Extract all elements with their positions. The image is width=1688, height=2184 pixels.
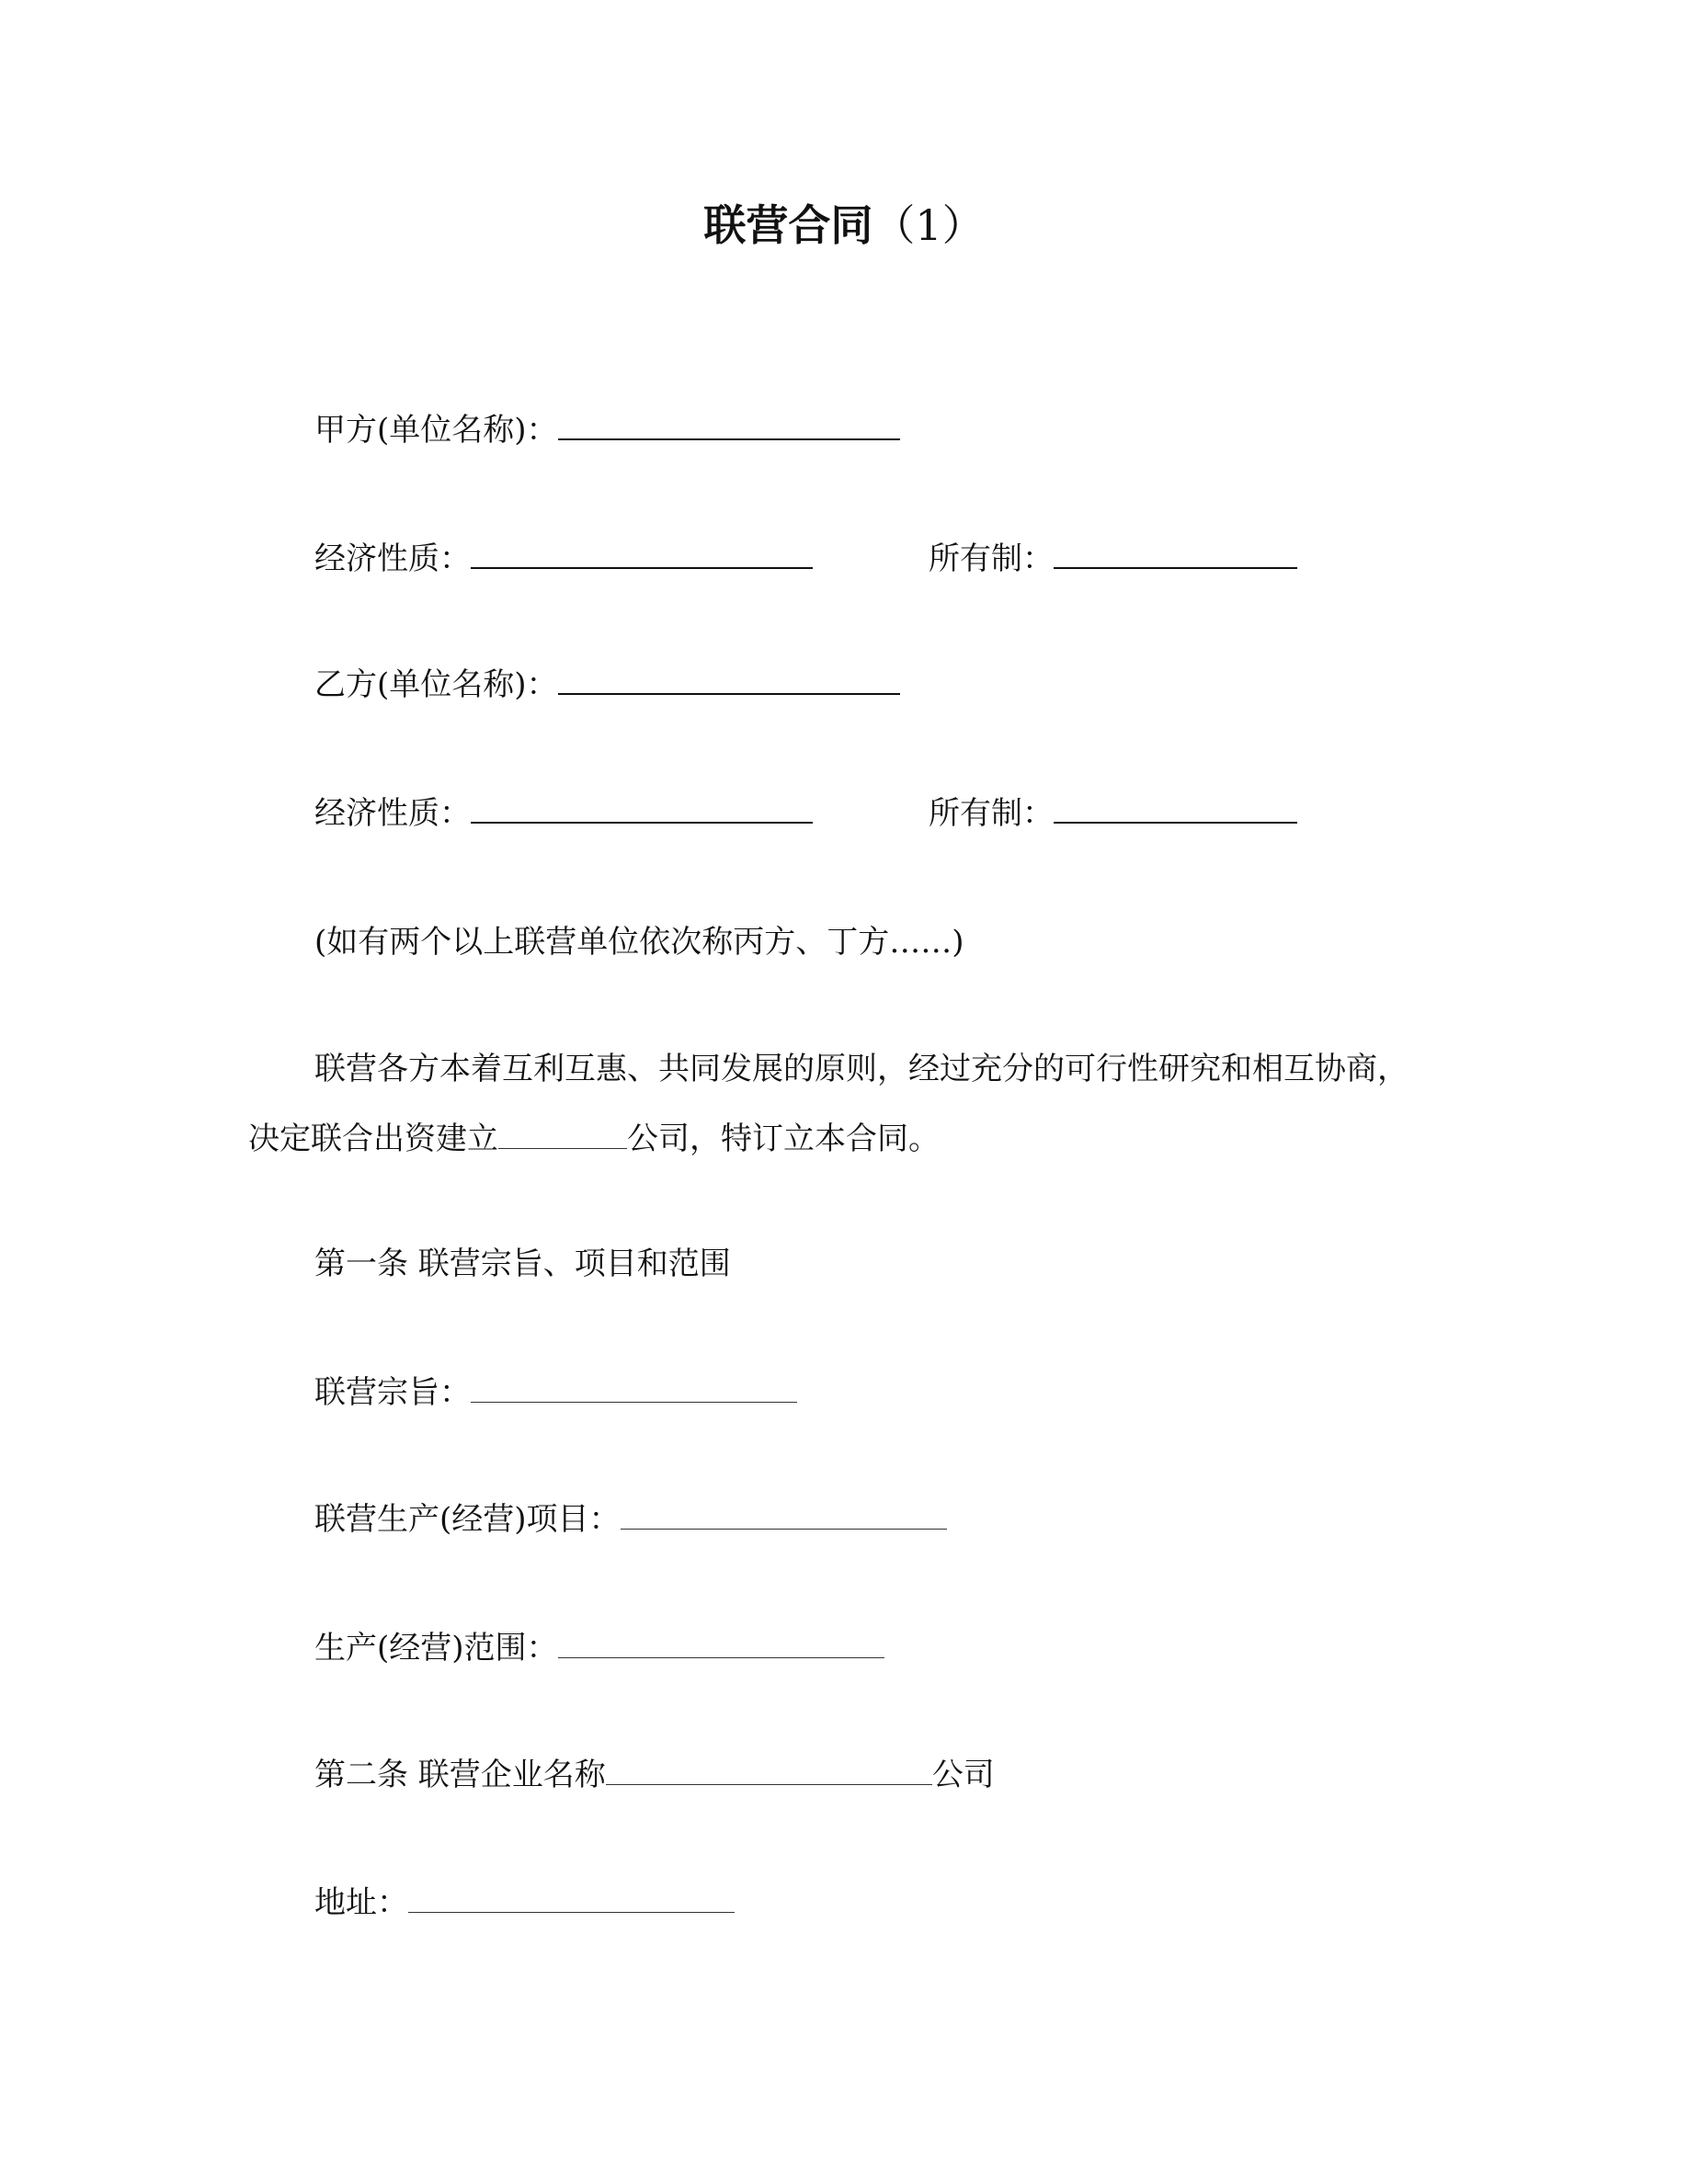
address-blank[interactable]	[408, 1884, 735, 1913]
purpose-line	[314, 1371, 797, 1414]
party-a-nature-blank[interactable]	[471, 540, 813, 569]
title-text: 联营合同	[703, 200, 873, 250]
preamble-suffix: 公司，特订立本合同。	[627, 1120, 940, 1157]
party-b-label: 乙方(单位名称)：	[314, 666, 558, 703]
party-a-nature-line	[314, 538, 1297, 580]
purpose-blank[interactable]	[471, 1374, 797, 1403]
party-b-ownership-label: 所有制：	[929, 795, 1054, 832]
party-a-name-line	[314, 409, 900, 451]
scope-line	[314, 1627, 884, 1669]
party-b-name-blank[interactable]	[558, 665, 900, 695]
purpose-label: 联营宗旨：	[314, 1374, 471, 1411]
party-a-name-blank[interactable]	[558, 411, 900, 440]
party-b-nature-line	[314, 792, 1297, 835]
party-b-name-line	[314, 664, 900, 706]
preamble-line-1: 联营各方本着互利互惠、共同发展的原则，经过充分的可行性研究和相互协商，	[314, 1051, 1409, 1087]
project-line	[314, 1498, 947, 1541]
preamble-prefix: 决定联合出资建立	[248, 1120, 498, 1157]
project-label: 联营生产(经营)项目：	[314, 1501, 621, 1538]
scope-blank[interactable]	[558, 1630, 884, 1658]
title-number: （1）	[873, 200, 985, 250]
article-2-heading	[314, 1754, 995, 1796]
project-blank[interactable]	[621, 1501, 947, 1530]
party-a-nature-label: 经济性质：	[314, 540, 471, 577]
party-b-nature-blank[interactable]	[471, 794, 813, 824]
scope-label: 生产(经营)范围：	[314, 1630, 558, 1666]
company-name-blank[interactable]	[498, 1120, 627, 1149]
address-label: 地址：	[314, 1884, 408, 1921]
document-title	[0, 197, 1688, 254]
enterprise-name-blank[interactable]	[606, 1757, 932, 1785]
party-a-ownership-blank[interactable]	[1054, 540, 1297, 569]
party-a-ownership-label: 所有制：	[929, 540, 1054, 577]
party-b-nature-label: 经济性质：	[314, 795, 471, 832]
party-b-ownership-blank[interactable]	[1054, 794, 1297, 824]
additional-parties-note: (如有两个以上联营单位依次称丙方、丁方……)	[314, 924, 964, 961]
preamble-line-2	[248, 1118, 940, 1160]
article-2-heading-prefix: 第二条 联营企业名称	[314, 1757, 606, 1793]
party-a-label: 甲方(单位名称)：	[314, 412, 558, 449]
article-1-heading: 第一条 联营宗旨、项目和范围	[314, 1246, 731, 1282]
article-2-heading-suffix: 公司	[931, 1757, 995, 1793]
address-line	[314, 1882, 735, 1924]
